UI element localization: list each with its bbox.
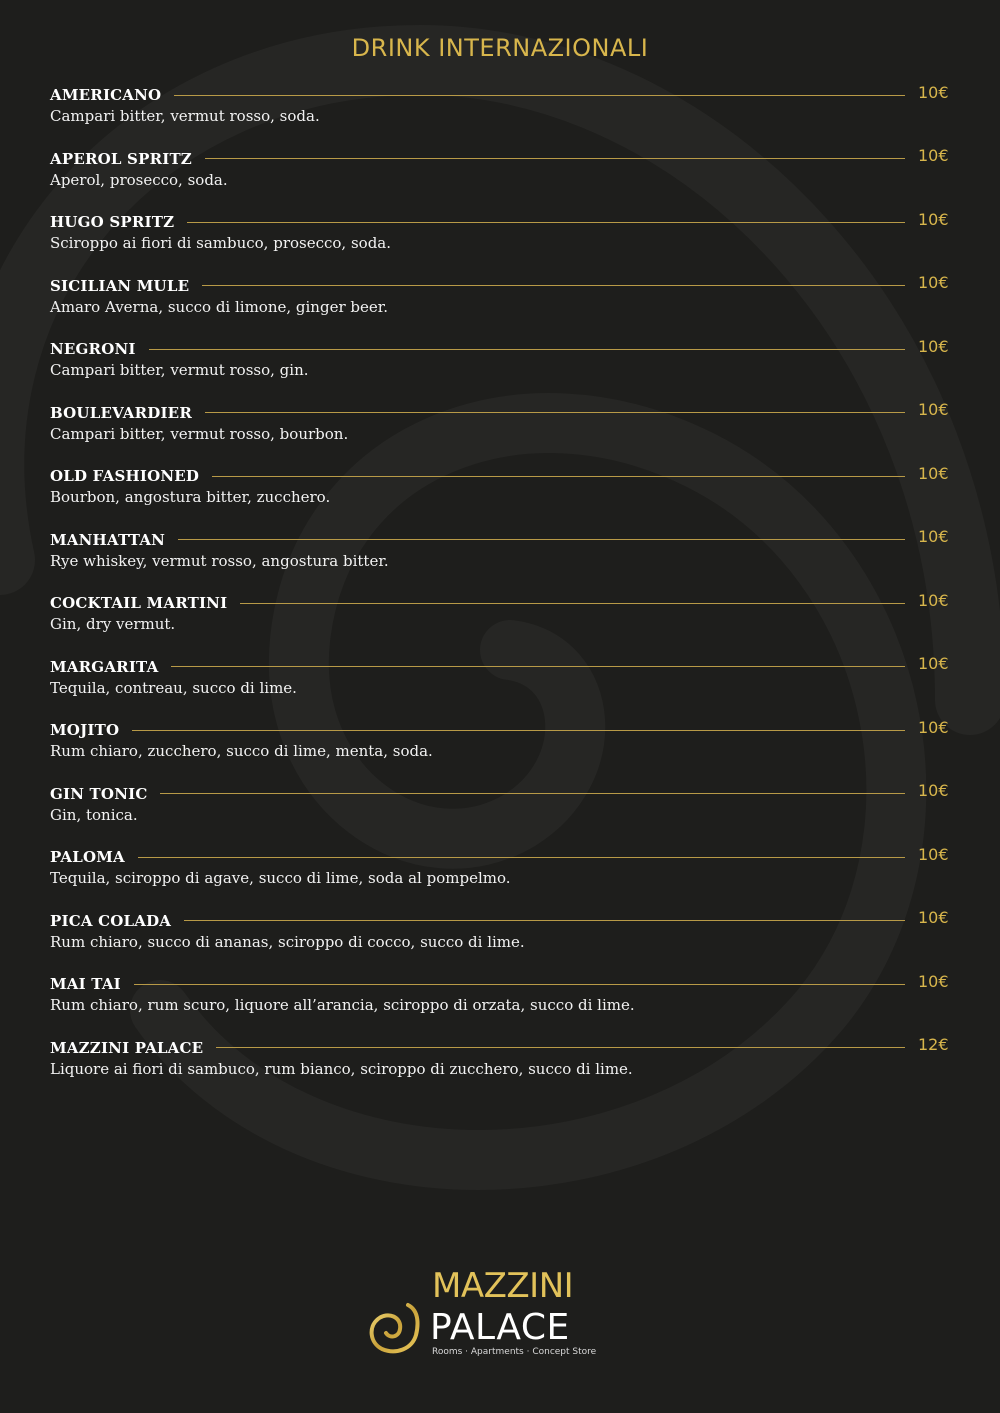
menu-item-header bbox=[50, 461, 950, 491]
menu-item-header bbox=[50, 398, 950, 428]
menu-item bbox=[50, 461, 950, 525]
menu-item-divider bbox=[174, 95, 905, 96]
menu-item-description: Amaro Averna, succo di limone, ginger beer. bbox=[50, 297, 389, 316]
logo-text-mazzini: MAZZINI bbox=[432, 1266, 574, 1306]
menu-item-divider bbox=[171, 666, 905, 667]
menu-item bbox=[50, 779, 950, 843]
menu-item-price: 10€ bbox=[918, 590, 949, 610]
menu-item-price: 10€ bbox=[918, 844, 949, 864]
menu-item-description: Bourbon, angostura bitter, zucchero. bbox=[50, 488, 331, 506]
menu-item-description: Gin, dry vermut. bbox=[50, 615, 176, 633]
menu-item-price: 10€ bbox=[918, 527, 949, 546]
menu-item-name: BOULEVARDIER bbox=[50, 403, 192, 422]
menu-item-description: Rye whiskey, vermut rosso, angostura bitter. bbox=[50, 551, 389, 570]
menu-item-name: MOJITO bbox=[50, 721, 120, 739]
menu-item-header bbox=[50, 969, 950, 999]
menu-item-price: 10€ bbox=[918, 971, 949, 991]
menu-item-header bbox=[50, 842, 950, 872]
menu-item-name: GIN TONIC bbox=[50, 784, 148, 803]
menu-item-divider bbox=[160, 793, 905, 794]
menu-item bbox=[50, 906, 950, 970]
menu-item-description: Gin, tonica. bbox=[50, 805, 138, 824]
menu-item-price: 10€ bbox=[918, 336, 949, 356]
menu-item-divider bbox=[205, 412, 905, 413]
menu-item-divider bbox=[240, 603, 905, 604]
menu-item-price: 10€ bbox=[918, 717, 949, 737]
menu-item-header bbox=[50, 144, 950, 174]
menu-item-divider bbox=[212, 476, 905, 477]
logo-text-palace: PALACE bbox=[430, 1307, 570, 1348]
menu-item-description: Campari bitter, vermut rosso, gin. bbox=[50, 361, 309, 379]
menu-item-description: Rum chiaro, succo di ananas, sciroppo di cocco, succo di lime. bbox=[50, 932, 525, 951]
menu-item-divider bbox=[184, 920, 905, 921]
menu-item-divider bbox=[138, 857, 905, 858]
menu-item-divider bbox=[205, 158, 905, 159]
menu-item-divider bbox=[187, 222, 905, 223]
menu-item-description: Rum chiaro, zucchero, succo di lime, menta, soda. bbox=[50, 742, 433, 760]
menu-item-name: AMERICANO bbox=[50, 86, 162, 104]
menu-item-name: MAI TAI bbox=[50, 975, 121, 993]
menu-item-price: 10€ bbox=[918, 908, 949, 927]
menu-item-name: NEGRONI bbox=[50, 340, 136, 358]
menu-item-price: 10€ bbox=[918, 463, 949, 483]
menu-item bbox=[50, 588, 950, 652]
menu-item-header bbox=[50, 525, 950, 555]
menu-item-name: OLD FASHIONED bbox=[50, 467, 200, 485]
menu-item-header bbox=[50, 588, 950, 618]
menu-item-header bbox=[50, 207, 950, 237]
menu-item bbox=[50, 652, 950, 716]
menu-item-name: APEROL SPRITZ bbox=[50, 149, 192, 168]
menu-item-divider bbox=[149, 349, 905, 350]
menu-item-description: Campari bitter, vermut rosso, soda. bbox=[50, 107, 320, 125]
menu-item-name: HUGO SPRITZ bbox=[50, 213, 175, 231]
menu-item bbox=[50, 144, 950, 208]
menu-item bbox=[50, 1033, 950, 1097]
menu-item bbox=[50, 271, 950, 335]
menu-item bbox=[50, 715, 950, 779]
menu-item-description: Rum chiaro, rum scuro, liquore all’arancia, sciroppo di orzata, succo di lime. bbox=[50, 996, 635, 1014]
menu-item-header bbox=[50, 271, 950, 301]
menu-item-price: 10€ bbox=[918, 209, 949, 229]
logo-tagline: Rooms · Apartments · Concept Store bbox=[432, 1347, 597, 1357]
menu-item-header bbox=[50, 715, 950, 745]
menu-item-header bbox=[50, 652, 950, 682]
menu-item-divider bbox=[216, 1047, 905, 1048]
menu-item-description: Aperol, prosecco, soda. bbox=[50, 170, 228, 189]
menu-item-header bbox=[50, 80, 950, 110]
menu-item-divider bbox=[178, 539, 905, 540]
menu-item-divider bbox=[132, 730, 905, 731]
menu-item bbox=[50, 842, 950, 906]
menu-item-price: 10€ bbox=[918, 781, 949, 800]
menu-item-description: Sciroppo ai fiori di sambuco, prosecco, soda. bbox=[50, 234, 392, 252]
menu-item-divider bbox=[202, 285, 905, 286]
menu-item-description: Campari bitter, vermut rosso, bourbon. bbox=[50, 424, 349, 443]
menu-item-name: PALOMA bbox=[50, 848, 125, 866]
menu-item-name: MAZZINI PALACE bbox=[50, 1038, 204, 1057]
menu-item-divider bbox=[134, 984, 905, 985]
menu-item bbox=[50, 969, 950, 1033]
menu-item-name: PICA COLADA bbox=[50, 911, 172, 930]
menu-item bbox=[50, 207, 950, 271]
menu-item-description: Liquore ai fiori di sambuco, rum bianco, sciroppo di zucchero, succo di lime. bbox=[50, 1059, 633, 1078]
menu-item-header bbox=[50, 1033, 950, 1063]
menu-item bbox=[50, 80, 950, 144]
menu-item-price: 12€ bbox=[918, 1035, 949, 1054]
menu-item-description: Tequila, sciroppo di agave, succo di lime, soda al pompelmo. bbox=[50, 869, 511, 887]
menu-item-header bbox=[50, 779, 950, 809]
menu-item-price: 10€ bbox=[918, 273, 949, 292]
menu-item-name: MANHATTAN bbox=[50, 530, 166, 549]
menu-item-price: 10€ bbox=[918, 400, 949, 419]
drink-menu bbox=[50, 80, 950, 1096]
menu-item-description: Tequila, contreau, succo di lime. bbox=[50, 678, 297, 697]
mazzini-palace-logo bbox=[368, 1265, 608, 1365]
menu-item bbox=[50, 525, 950, 589]
menu-item-name: COCKTAIL MARTINI bbox=[50, 594, 228, 612]
menu-item-name: SICILIAN MULE bbox=[50, 276, 190, 295]
menu-item-header bbox=[50, 906, 950, 936]
menu-item-name: MARGARITA bbox=[50, 657, 159, 676]
page-title: DRINK INTERNAZIONALI bbox=[351, 34, 649, 62]
menu-item-price: 10€ bbox=[918, 82, 949, 102]
menu-item-header bbox=[50, 334, 950, 364]
menu-item-price: 10€ bbox=[918, 146, 949, 165]
menu-item-price: 10€ bbox=[918, 654, 949, 673]
menu-item bbox=[50, 398, 950, 462]
menu-item bbox=[50, 334, 950, 398]
